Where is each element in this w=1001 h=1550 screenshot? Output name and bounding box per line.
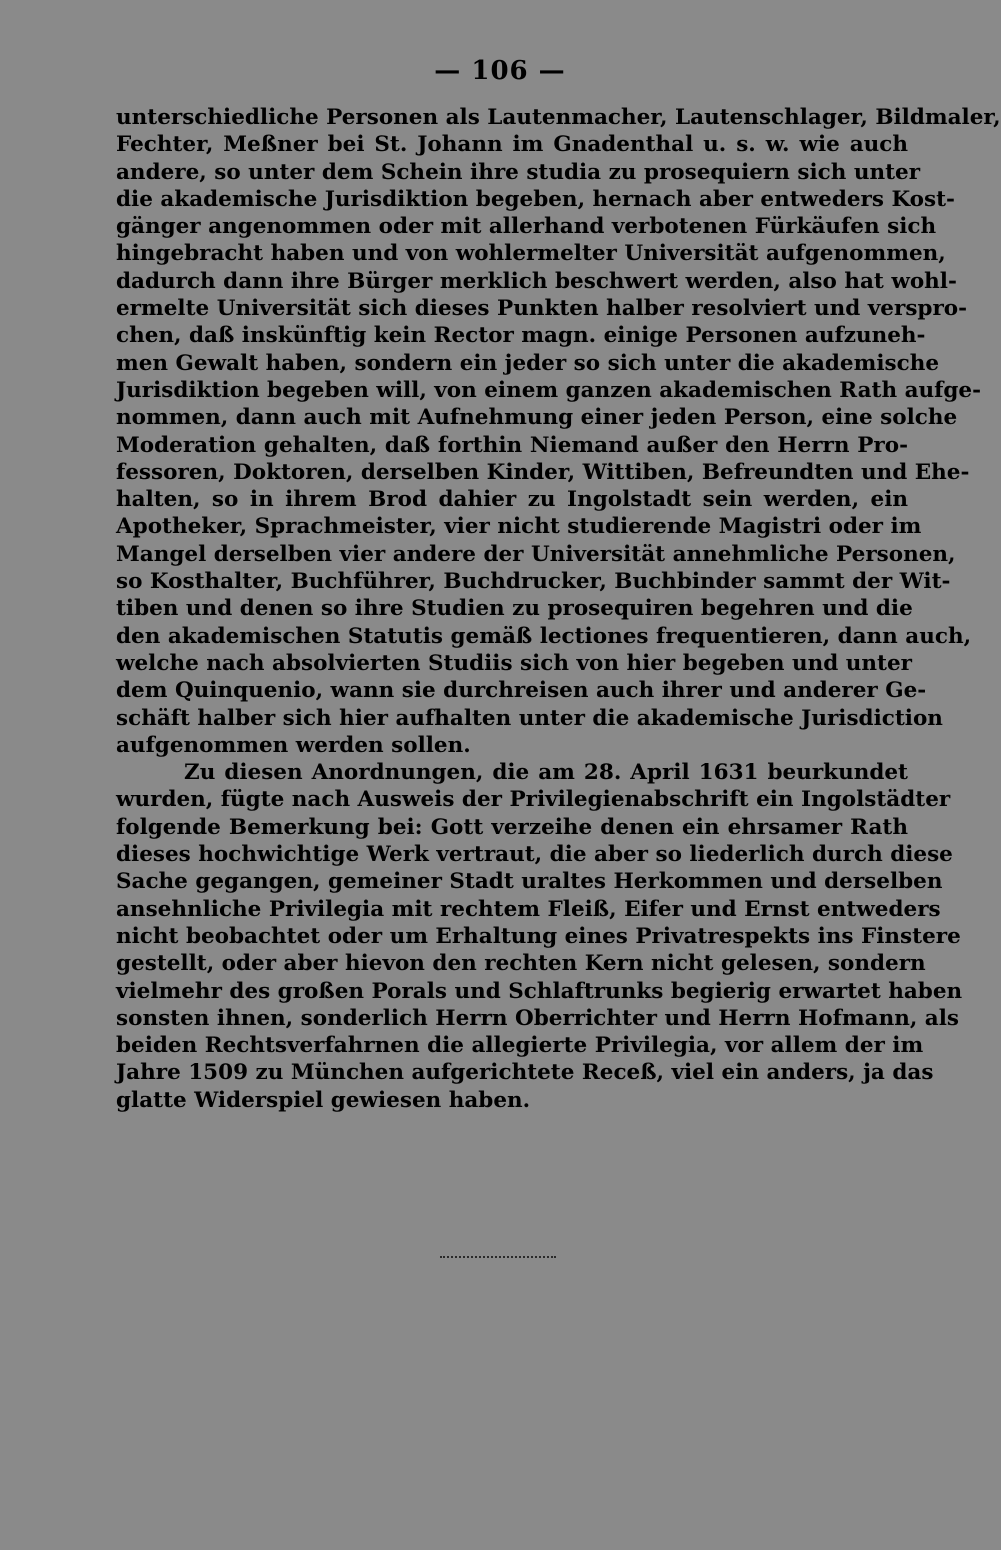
- text-line: sonsten ihnen, sonderlich Herrn Oberrichter und Herrn Hofmann, als: [116, 1005, 960, 1031]
- text-line: Jahre 1509 zu München aufgerichtete Receß, viel ein anders, ja das: [116, 1060, 934, 1086]
- text-line: beiden Rechtsverfahrnen die allegierte Privilegia, vor allem der im: [116, 1033, 924, 1059]
- text-line: dem Quinquenio, wann sie durchreisen auch ihrer und anderer Ge-: [116, 678, 927, 704]
- text-line: nommen, dann auch mit Aufnehmung einer jeden Person, eine solche: [116, 405, 958, 431]
- text-line: vielmehr des großen Porals und Schlaftrunks begierig erwartet haben: [116, 978, 963, 1004]
- text-line: schäft halber sich hier aufhalten unter die akademische Jurisdiction: [116, 705, 943, 731]
- text-line: den akademischen Statutis gemäß lectiones frequentieren, dann auch,: [116, 623, 972, 649]
- paragraph: [116, 104, 1001, 759]
- text-line: men Gewalt haben, sondern ein jeder so sich unter die akademische: [116, 350, 940, 376]
- text-line: fessoren, Doktoren, derselben Kinder, Wittiben, Befreundten und Ehe-: [116, 459, 970, 485]
- text-line: Zu diesen Anordnungen, die am 28. April 1631 beurkundet: [184, 760, 908, 786]
- text-line: die akademische Jurisdiktion begeben, hernach aber entweders Kost-: [116, 186, 955, 212]
- text-line: welche nach absolvierten Studiis sich von hier begeben und unter: [116, 650, 912, 676]
- text-line: tiben und denen so ihre Studien zu prosequiren begehren und die: [116, 596, 913, 622]
- text-line: unterschiedliche Personen als Lautenmacher, Lautenschlager, Bildmaler,: [116, 105, 1001, 130]
- text-line: wurden, fügte nach Ausweis der Privilegienabschrift ein Ingolstädter: [116, 787, 951, 813]
- text-line: Jurisdiktion begeben will, von einem ganzen akademischen Rath aufge-: [116, 377, 982, 403]
- text-line: Fechter, Meßner bei St. Johann im Gnadenthal u. s. w. wie auch: [116, 132, 908, 158]
- text-line: halten, so in ihrem Brod dahier zu Ingolstadt sein werden, ein: [116, 487, 908, 513]
- text-line: hingebracht haben und von wohlermelter Universität aufgenommen,: [116, 241, 946, 267]
- text-line: dadurch dann ihre Bürger merklich beschwert werden, also hat wohl-: [116, 268, 957, 294]
- text-line: Moderation gehalten, daß forthin Niemand außer den Herrn Pro-: [116, 432, 908, 458]
- text-line: aufgenommen werden sollen.: [116, 732, 471, 758]
- text-line: so Kosthalter, Buchführer, Buchdrucker, Buchbinder sammt der Wit-: [116, 569, 951, 595]
- text-line: Apotheker, Sprachmeister, vier nicht studierende Magistri oder im: [116, 514, 922, 540]
- page-number: — 106 —: [434, 56, 566, 86]
- text-line: folgende Bemerkung bei: Gott verzeihe denen ein ehrsamer Rath: [116, 814, 908, 840]
- text-line: ansehnliche Privilegia mit rechtem Fleiß, Eifer und Ernst entweders: [116, 896, 941, 922]
- text-line: dieses hochwichtige Werk vertraut, die aber so liederlich durch diese: [116, 842, 953, 868]
- text-line: ermelte Universität sich dieses Punkten halber resolviert und verspro-: [116, 296, 968, 322]
- paragraph: [116, 759, 963, 1114]
- footer-rule: [440, 1256, 556, 1258]
- text-line: gestellt, oder aber hievon den rechten Kern nicht gelesen, sondern: [116, 951, 926, 977]
- text-line: nicht beobachtet oder um Erhaltung eines Privatrespekts ins Finstere: [116, 923, 961, 949]
- text-line: gänger angenommen oder mit allerhand verbotenen Fürkäufen sich: [116, 214, 937, 240]
- text-line: glatte Widerspiel gewiesen haben.: [116, 1087, 531, 1113]
- text-line: Sache gegangen, gemeiner Stadt uraltes Herkommen und derselben: [116, 869, 943, 895]
- body-text: [116, 104, 1001, 1114]
- text-line: andere, so unter dem Schein ihre studia zu prosequiern sich unter: [116, 159, 921, 185]
- text-line: Mangel derselben vier andere der Universität annehmliche Personen,: [116, 541, 956, 567]
- text-line: chen, daß inskünftig kein Rector magn. einige Personen aufzuneh-: [116, 323, 926, 349]
